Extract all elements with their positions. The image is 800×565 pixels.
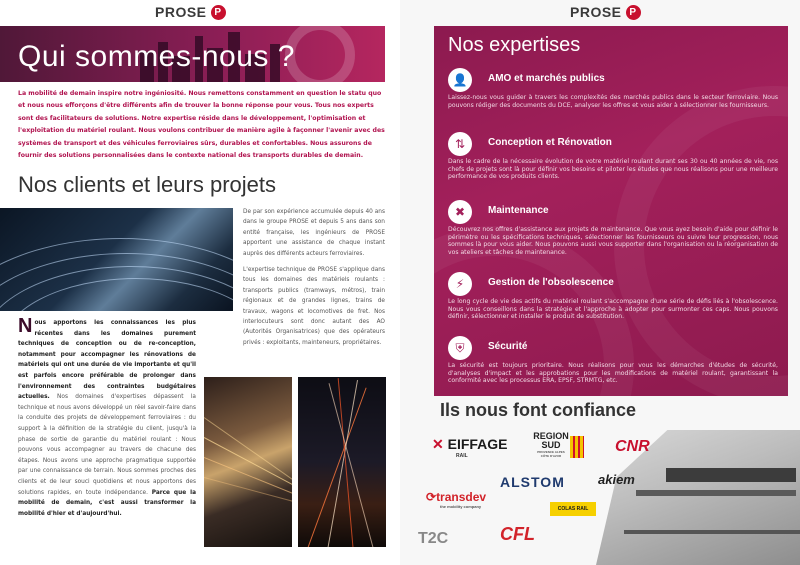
- brand-p-watermark: [285, 26, 355, 82]
- bridge-photo: [0, 208, 233, 311]
- section-title: Nos clients et leurs projets: [18, 172, 276, 197]
- drop-cap: N: [18, 315, 33, 337]
- logo-mark: P: [626, 5, 641, 20]
- eiffage-logo: ✕ EIFFAGE RAIL: [432, 436, 508, 459]
- hero-banner: [0, 26, 385, 82]
- prose-logo-right: [570, 4, 641, 20]
- lightning-icon: ⚡: [448, 272, 472, 296]
- expertise-text: Dans le cadre de la nécessaire évolution de votre matériel roulant durant ses 30 ou 40 années de vie, nos chefs de projets sont là pour définir vos besoins et piloter les études que nous réalisons pour une meilleure performance de vos produits clients.: [448, 158, 778, 181]
- expertise-text: Le long cycle de vie des actifs du matériel roulant s'accompagne d'une série de défis liés à l'obsolescence. Nous vous conseillons dans la stratégie et l'approche à adopter pour surmonter ces caps. Nous pouvons définir, sélectionner et installer le produit de substitution.: [448, 298, 778, 321]
- expertises-panel: [434, 26, 788, 396]
- tools-icon: ✖: [448, 200, 472, 224]
- panel-title: Nos expertises: [448, 34, 581, 56]
- prose-logo: [155, 4, 226, 20]
- intro-paragraph: La mobilité de demain inspire notre ingéniosité. Nous remettons constamment en question le statu quo et nous nous efforçons d'être différents afin de trouver la bonne réponse pour vous. Tous nos experts sont des facilitateurs de solutions. Notre expertise réside dans le développement, l'optimisation et l'exploitation du matériel roulant. Nous voulons contribuer de manière agile à façonner l'avenir avec des systèmes de transport et des véhicules ferroviaires sûrs, durables et confortables. Nous assurons de fournir des solutions personnalisées dans le contexte national des transports durables de demain.: [18, 90, 385, 160]
- train-station-photo: [204, 377, 292, 547]
- transdev-logo: ⟳transdev the mobility company: [426, 490, 487, 509]
- expertise-title: AMO et marchés publics: [488, 73, 605, 84]
- expertise-text: La sécurité est toujours prioritaire. Nous réalisons pour vous les démarches d'études de sécurité, d'analyses d'impact et les approbations pour les modifications de matériel roulant, garantissant la conformité avec les processus ERA, EPSF, STRMTG, etc.: [448, 362, 778, 385]
- main-column: [18, 315, 196, 519]
- expertise-title: Conception et Rénovation: [488, 137, 612, 148]
- akiem-logo: akiem: [598, 472, 635, 487]
- colas-rail-logo: COLAS RAIL: [550, 502, 596, 516]
- page-title: Qui sommes-nous ?: [18, 40, 295, 73]
- logo-text: PROSE: [155, 4, 207, 20]
- person-icon: 👤: [448, 68, 472, 92]
- expertise-text: Découvrez nos offres d'assistance aux projets de maintenance. Que vous ayez besoin d'aide pour définir le périmètre ou les spécifications techniques, sélectionner les fournisseurs ou suivre leur progression, nous sommes là pour vous aider. Nous pouvons aussi vous supporter dans l'organisation ou la réorganisation de vos ateliers et tâches de maintenance.: [448, 226, 778, 256]
- expertise-title: Sécurité: [488, 341, 528, 352]
- expertise-paragraph: L'expertise technique de PROSE s'applique dans tous les domaines des matériels roulants : transports publics (tramways, métros), train régionaux et de grandes lignes, trains de travaux, wagons et locomotives de fret. Nos interlocuteurs sont donc autant des AO (Autorités Organisatrices) que des opérateurs privés : exploitants, mainteneurs, propriétaires.: [243, 267, 385, 346]
- expertise-text: Laissez-nous vous guider à travers les complexités des marchés publics dans le secteur ferroviaire. Nous pouvons rédiger des documents du DCE, analyser les offres et vous aider à sélectionner les fournisseurs.: [448, 94, 778, 109]
- region-sud-logo: REGION SUD PROVENCE ALPES CÔTE D'AZUR: [533, 431, 569, 458]
- expertise-title: Maintenance: [488, 205, 549, 216]
- arrows-icon: ⇅: [448, 132, 472, 156]
- expertise-title: Gestion de l'obsolescence: [488, 277, 614, 288]
- alstom-logo: ALSTOM: [500, 474, 565, 490]
- cnr-logo: CNR: [615, 438, 650, 455]
- night-traffic-photo: [298, 377, 386, 547]
- experience-paragraph: De par son expérience accumulée depuis 40 ans dans le groupe PROSE et depuis 5 ans dans son entité française, les ingénieurs de PROSE apportent une assistance de chaque instant auprès des différents acteurs ferroviaires.: [243, 209, 385, 257]
- clients-title: Ils nous font confiance: [440, 400, 637, 420]
- logo-text: PROSE: [570, 4, 622, 20]
- bold-lead: ous apportons les connaissances les plus récentes dans les domaines purement techniques de conception ou de re-conception, notamment pour accompagner les rénovations de matériels qui ont une durée de vie importante et qu'il est parfois encore préférable de prolonger dans l'environnement des contraintes budgétaires actuelles.: [18, 320, 196, 401]
- logo-mark: P: [211, 5, 226, 20]
- experience-column: [243, 207, 385, 348]
- right-page: [400, 0, 800, 565]
- region-flag-icon: [570, 436, 584, 458]
- t2c-logo: T2C: [418, 530, 449, 547]
- body-text: Nos domaines d'expertises dépassent la technique et nous avons développé un réel savoir-faire dans la conduite des projets de développement ferroviaires : du support à la définition de la stratégie du client, jusqu'à la phase de sortie de garantie du matériel roulant : Nous pouvons vous accompagner au travers de chacune des étapes. Nous avons une approche pragmatique supportée par une connaissance de terrain. Nous sommes proches des clients et de leur souci quotidiens et nous apportons des solutions rapides, en toute indépendance.: [18, 394, 196, 496]
- cfl-logo: CFL: [500, 524, 535, 544]
- bold-tail: Parce que la mobilité de demain, c'est aussi transformer la mobilité d'hier et d'aujourd'hui.: [18, 489, 196, 517]
- shield-icon: ⛨: [448, 336, 472, 360]
